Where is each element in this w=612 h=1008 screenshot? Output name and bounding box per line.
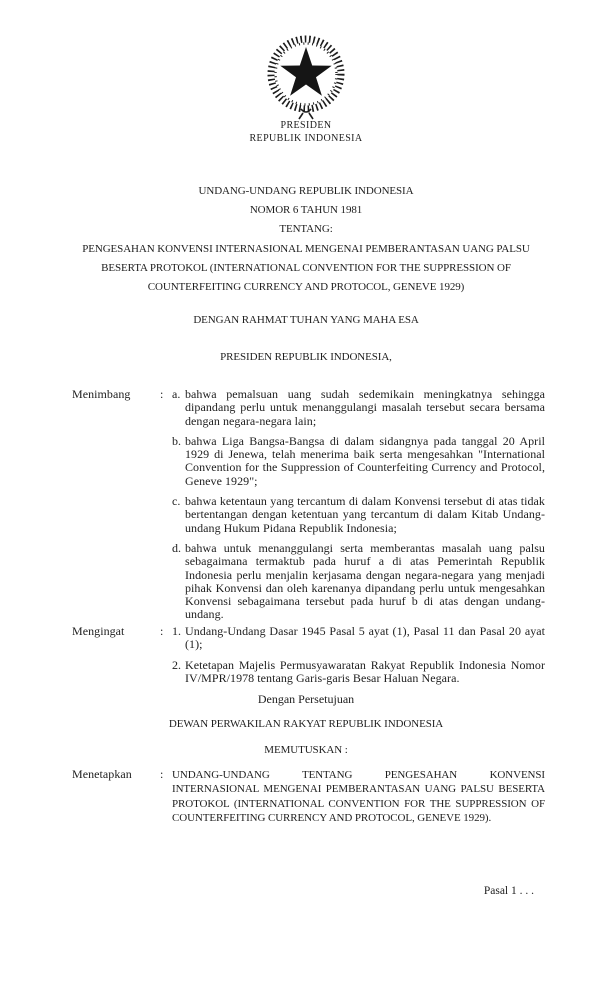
title-line-6: COUNTERFEITING CURRENCY AND PROTOCOL, GENEVE 1929) (147, 281, 465, 294)
dengan-persetujuan-line: Dengan Persetujuan (257, 692, 355, 706)
letterhead-presiden: PRESIDEN (280, 120, 332, 131)
mengingat-item-1 (72, 625, 545, 652)
item-text-d: bahwa untuk menanggulangi serta memberantas masalah uang palsu sebagaimana termaktub pada huruf a di atas Pemerintah Republik Indonesia perlu menjalin kerjasama dengan negara-negara yang menjadi pihak Konvensi dan oleh karenanya dipandang perlu untuk mengesahkan Konvensi sebagaimana tersebut pada huruf b di atas dengan undang-undang. (185, 540, 545, 622)
item-marker-b: b. (172, 433, 182, 448)
item-marker-d: d. (172, 540, 182, 555)
menetapkan-label: Menetapkan (72, 767, 132, 781)
mengingat-section (72, 625, 545, 692)
menimbang-item-a (72, 388, 545, 428)
law-title (0, 182, 612, 297)
title-line-1: UNDANG-UNDANG REPUBLIK INDONESIA (198, 185, 414, 197)
menimbang-item-c (72, 495, 545, 535)
item-marker-1: 1. (172, 624, 182, 638)
menetapkan-section (72, 768, 545, 825)
presidential-emblem (265, 32, 347, 120)
memutuskan-line: MEMUTUSKAN : (264, 744, 348, 756)
mengingat-label: Mengingat (72, 624, 125, 638)
dpr-line: DEWAN PERWAKILAN RAKYAT REPUBLIK INDONESIA (168, 718, 444, 730)
item-text-a: bahwa pemalsuan uang sudah sedemikain meningkatnya sehingga dipandang perlu untuk menanggulangi masalah tersebut secara bersama dengan negara-negara lain; (185, 387, 545, 428)
title-line-5: BESERTA PROTOKOL (INTERNATIONAL CONVENTION FOR THE SUPPRESSION OF (101, 261, 511, 274)
star-icon (280, 47, 331, 96)
item-text-b: bahwa Liga Bangsa-Bangsa di dalam sidangnya pada tanggal 20 April 1929 di Jenewa, telah menerima baik serta mengesahkan "International Convention for the Suppression of Counterfeiting Currency and Protocol, Geneve 1929"; (185, 433, 545, 488)
page-continuation-note: Pasal 1 . . . (483, 885, 534, 897)
item-text-2: Ketetapan Majelis Permusyawaratan Rakyat Republik Indonesia Nomor IV/MPR/1978 tentang Garis-garis Besar Haluan Negara. (185, 657, 545, 685)
menimbang-colon: : (160, 387, 164, 401)
item-text-c: bahwa ketentaun yang tercantum di dalam Konvensi tersebut di atas tidak bertentangan dengan ketentuan yang tercantum di dalam Kitab Undang-undang Hukum Pidana Republik Indonesia; (185, 494, 545, 535)
menimbang-label: Menimbang (72, 387, 131, 401)
menetapkan-colon: : (160, 767, 164, 781)
menetapkan-text: UNDANG-UNDANG TENTANG PENGESAHAN KONVENSI INTERNASIONAL MENGENAI PEMBERANTASAN UANG PALSU BESERTA PROTOKOL (INTERNATIONAL CONVENTION FOR THE SUPPRESSION OF COUNTERFEITING CURRENCY AND PROTOCOL, GENEVE 1929). (172, 769, 545, 824)
title-line-2: NOMOR 6 TAHUN 1981 (249, 204, 363, 217)
letterhead (0, 119, 612, 145)
invocation-line: DENGAN RAHMAT TUHAN YANG MAHA ESA (193, 314, 419, 326)
title-line-4: PENGESAHAN KONVENSI INTERNASIONAL MENGENAI PEMBERANTASAN UANG PALSU (82, 242, 530, 255)
star-in-wreath-icon (265, 32, 347, 120)
item-marker-a: a. (172, 387, 181, 401)
menimbang-item-d (72, 542, 545, 622)
mengingat-item-2 (72, 659, 545, 686)
authority-line: PRESIDEN REPUBLIK INDONESIA, (220, 351, 392, 363)
mengingat-colon: : (160, 624, 164, 638)
letterhead-republik-indonesia: REPUBLIK INDONESIA (249, 133, 363, 144)
item-marker-2: 2. (172, 657, 182, 672)
menetapkan-clause (72, 768, 545, 825)
item-text-1: Undang-Undang Dasar 1945 Pasal 5 ayat (1), Pasal 11 dan Pasal 20 ayat (1); (185, 624, 545, 652)
menimbang-item-b (72, 435, 545, 488)
title-line-3: TENTANG: (279, 223, 333, 236)
menimbang-section (72, 388, 545, 629)
item-marker-c: c. (172, 494, 181, 509)
